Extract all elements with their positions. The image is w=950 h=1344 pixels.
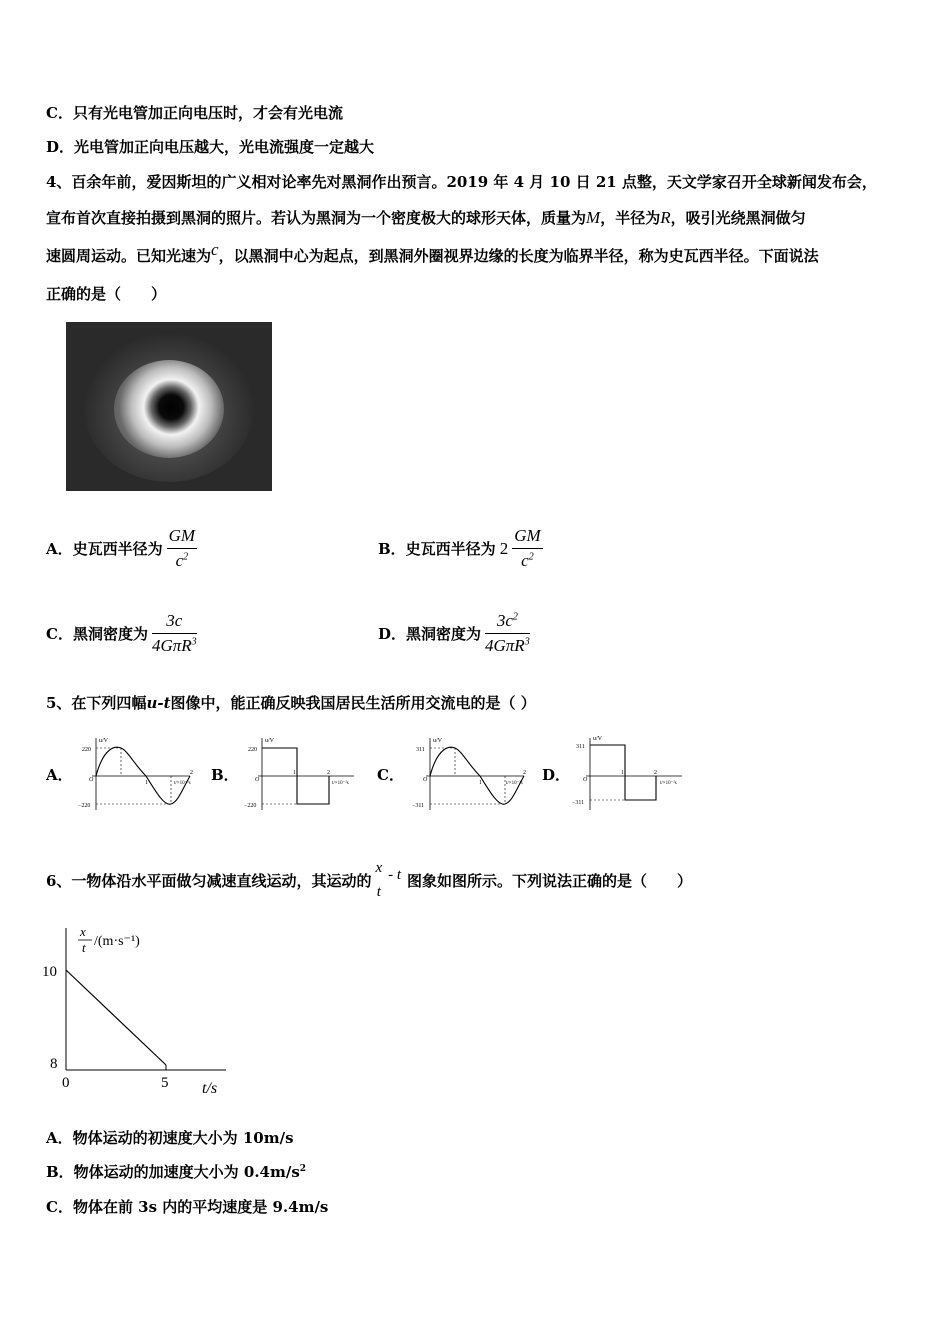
q4-line4: 正确的是（ ）: [46, 285, 167, 303]
tick-2: 2: [523, 770, 526, 776]
q4-text: 速圆周运动。已知光速为: [46, 247, 212, 265]
option-a-label: A．史瓦西半径为: [46, 540, 163, 558]
q5-text: 5、在下列四幅: [46, 694, 147, 712]
superscript: 2: [183, 551, 189, 563]
fraction-density: [485, 611, 530, 656]
q5-label-d: D．: [542, 766, 571, 784]
symbol-M: M: [586, 208, 601, 227]
tick-1: 1: [293, 770, 296, 776]
origin-0: 0: [62, 1075, 70, 1091]
tick-2: 2: [654, 770, 657, 776]
dash-t: - t: [388, 866, 402, 883]
coefficient: 2: [499, 538, 509, 558]
origin-label: O: [89, 777, 94, 783]
q6-text: 6、一物体沿水平面做匀减速直线运动，其运动的: [46, 872, 372, 890]
tick-top: 220: [82, 747, 91, 753]
origin-label: O: [583, 777, 588, 783]
fraction-numerator: [485, 611, 530, 634]
q5-stem: [46, 692, 536, 713]
q6-option-c: C．物体在前 3s 内的平均速度是 9.4m/s: [46, 1198, 329, 1216]
tick-top: 220: [248, 747, 257, 753]
x-axis-label: t/×10⁻²s: [506, 781, 523, 786]
superscript: 3: [191, 636, 197, 648]
y-label-denominator: t: [82, 940, 86, 955]
fraction-numerator: GM: [167, 526, 197, 549]
q5-graph-a: [78, 734, 200, 812]
option-c-prev: C．只有光电管加正向电压时，才会有光电流: [46, 104, 343, 122]
q5-label-b: B．: [211, 766, 239, 784]
fraction-denominator: [167, 549, 197, 571]
q4-line3: [46, 240, 819, 266]
denominator-text: c: [175, 551, 184, 570]
tick-top: 311: [576, 744, 585, 750]
origin-label: O: [423, 777, 428, 783]
fraction-GM-c2: [512, 526, 542, 571]
symbol-R: R: [660, 208, 671, 227]
tick-1: 1: [621, 770, 624, 776]
q5-ut: u-t: [146, 694, 171, 712]
q5-label-c: C．: [377, 766, 404, 784]
numerator-text: 3c: [496, 611, 513, 630]
tick-bottom: −220: [78, 803, 91, 809]
fraction-density: [152, 611, 197, 656]
tick-1: 1: [145, 780, 148, 786]
superscript: 2: [528, 551, 534, 563]
q6-text: 图象如图所示。下列说法正确的是（ ）: [407, 872, 693, 890]
symbol-c: c: [211, 240, 219, 259]
q5-graph-c: [410, 734, 532, 812]
y-axis-label: u/V: [433, 738, 442, 744]
superscript: 2: [512, 611, 518, 623]
fraction-numerator: 3c: [152, 611, 197, 634]
tick-1: 1: [479, 780, 482, 786]
tick-top: 311: [416, 747, 425, 753]
q6-stem: [46, 860, 692, 901]
fraction-denominator: t: [376, 884, 381, 900]
option-c-label: C．黑洞密度为: [46, 625, 148, 643]
x-axis-label: t/×10⁻²s: [174, 781, 191, 786]
tick-2: 2: [190, 770, 193, 776]
option-d-label: D．黑洞密度为: [378, 625, 482, 643]
superscript: 2: [299, 1164, 307, 1174]
y-axis-label: u/V: [265, 738, 274, 744]
q6-xt-graph: [36, 920, 246, 1100]
x-tick-5: 5: [161, 1075, 169, 1091]
y-axis-label: u/V: [99, 738, 108, 744]
y-label-unit: /(m·s⁻¹): [94, 934, 140, 949]
q4-text: 宣布首次直接拍摄到黑洞的照片。若认为黑洞为一个密度极大的球形天体，质量为: [46, 209, 587, 227]
q6-option-a: A．物体运动的初速度大小为 10m/s: [46, 1129, 294, 1147]
fraction-GM-c2: [167, 526, 197, 571]
fraction-numerator: x: [375, 860, 383, 876]
q4-option-a: [46, 526, 197, 571]
denominator-text: 4GπR: [485, 636, 525, 655]
q4-option-c: [46, 611, 197, 656]
denominator-text: c: [521, 551, 529, 570]
q5-graph-b: [242, 734, 364, 812]
fraction-denominator: [152, 634, 197, 656]
y-axis-label: u/V: [593, 736, 602, 742]
tick-bottom: −311: [412, 803, 425, 809]
q5-text: 图像中，能正确反映我国居民生活所用交流电的是（ ）: [170, 694, 536, 712]
black-hole-photo: [66, 322, 272, 491]
q6-option-b: [46, 1161, 306, 1182]
tick-bottom: −220: [244, 803, 257, 809]
q4-text: ，吸引光绕黑洞做匀: [670, 209, 806, 227]
option-d-prev: D．光电管加正向电压越大，光电流强度一定越大: [46, 138, 375, 156]
y-tick-8: 8: [50, 1056, 58, 1072]
fraction-x-t: [373, 860, 384, 901]
q4-option-b: [378, 526, 543, 571]
x-axis-label: t/s: [202, 1080, 218, 1097]
origin-label: O: [255, 777, 260, 783]
q5-graph-d: [570, 734, 692, 812]
x-axis-label: t/×10⁻²s: [660, 781, 677, 786]
q4-line2: [46, 207, 806, 228]
denominator-text: 4GπR: [151, 636, 192, 655]
y-tick-10: 10: [42, 964, 57, 980]
tick-2: 2: [327, 770, 330, 776]
q5-label-a: A．: [46, 766, 73, 784]
q4-line1: 4、百余年前，爱因斯坦的广义相对论率先对黑洞作出预言。2019 年 4 月 10 日 21 点整，天文学家召开全球新闻发布会，: [46, 173, 877, 191]
data-line: [66, 970, 166, 1065]
tick-bottom: −311: [572, 800, 585, 806]
fraction-denominator: [512, 549, 542, 571]
x-axis-label: t/×10⁻²s: [332, 781, 349, 786]
q4-text: ，半径为: [600, 209, 661, 227]
q4-option-d: [378, 611, 530, 656]
option-b-text: B．物体运动的加速度大小为 0.4m/s: [46, 1163, 300, 1181]
option-b-label: B．史瓦西半径为: [378, 540, 496, 558]
fraction-denominator: [485, 634, 530, 656]
q4-text: ，以黑洞中心为起点，到黑洞外圈视界边缘的长度为临界半径，称为史瓦西半径。下面说法: [218, 247, 819, 265]
superscript: 3: [524, 636, 530, 648]
fraction-numerator: GM: [512, 526, 542, 549]
y-label-numerator: x: [80, 924, 86, 939]
